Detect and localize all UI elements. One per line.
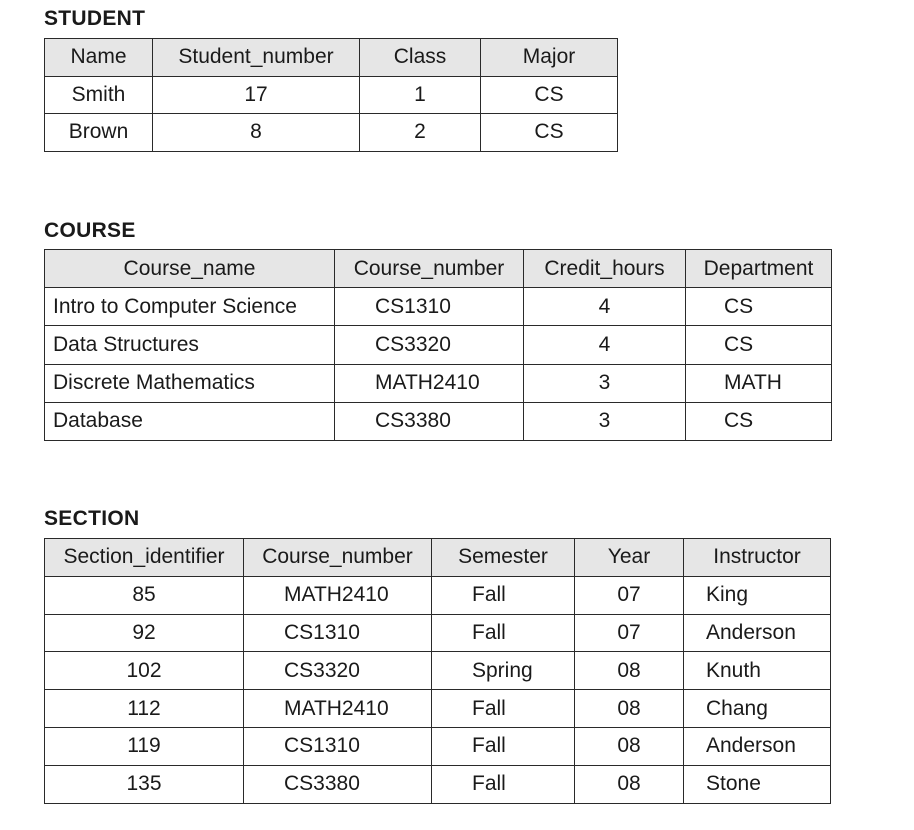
table-cell: 07 bbox=[575, 576, 684, 614]
table-cell: Chang bbox=[684, 690, 831, 728]
table-cell: 8 bbox=[153, 114, 360, 152]
table-cell: 3 bbox=[524, 364, 686, 402]
table-cell: CS bbox=[481, 76, 618, 114]
table-cell: CS bbox=[686, 326, 832, 364]
table-cell: 102 bbox=[45, 652, 244, 690]
table-row bbox=[45, 652, 831, 690]
column-header-year: Year bbox=[575, 539, 684, 577]
table-row bbox=[45, 288, 832, 326]
table-cell: King bbox=[684, 576, 831, 614]
table-cell: 08 bbox=[575, 727, 684, 765]
table-cell: MATH2410 bbox=[244, 576, 432, 614]
table-header-row bbox=[45, 539, 831, 577]
table-cell: MATH2410 bbox=[335, 364, 524, 402]
table-row bbox=[45, 576, 831, 614]
table-cell: 2 bbox=[360, 114, 481, 152]
table-row bbox=[45, 690, 831, 728]
course-table-title: COURSE bbox=[44, 219, 136, 242]
course-table bbox=[44, 249, 832, 441]
table-header-row bbox=[45, 250, 832, 288]
table-cell: 07 bbox=[575, 614, 684, 652]
table-cell: Fall bbox=[432, 614, 575, 652]
column-header-department: Department bbox=[686, 250, 832, 288]
column-header-instructor: Instructor bbox=[684, 539, 831, 577]
table-cell: MATH bbox=[686, 364, 832, 402]
column-header-course-name: Course_name bbox=[45, 250, 335, 288]
table-cell: 92 bbox=[45, 614, 244, 652]
table-row bbox=[45, 114, 618, 152]
table-cell: 4 bbox=[524, 288, 686, 326]
table-cell: 3 bbox=[524, 402, 686, 440]
table-header-row bbox=[45, 39, 618, 77]
table-row bbox=[45, 76, 618, 114]
table-cell: CS3380 bbox=[335, 402, 524, 440]
section-table-title: SECTION bbox=[44, 507, 140, 530]
column-header-name: Name bbox=[45, 39, 153, 77]
table-cell: CS bbox=[686, 288, 832, 326]
student-table-title: STUDENT bbox=[44, 7, 146, 30]
column-header-section-identifier: Section_identifier bbox=[45, 539, 244, 577]
table-cell: Smith bbox=[45, 76, 153, 114]
table-cell: CS1310 bbox=[244, 727, 432, 765]
table-cell: Data Structures bbox=[45, 326, 335, 364]
section-table bbox=[44, 538, 831, 804]
table-cell: 135 bbox=[45, 765, 244, 803]
column-header-major: Major bbox=[481, 39, 618, 77]
table-cell: 08 bbox=[575, 765, 684, 803]
table-cell: Anderson bbox=[684, 614, 831, 652]
column-header-semester: Semester bbox=[432, 539, 575, 577]
table-row bbox=[45, 402, 832, 440]
column-header-course-number: Course_number bbox=[335, 250, 524, 288]
table-cell: Fall bbox=[432, 576, 575, 614]
student-table bbox=[44, 38, 618, 152]
table-cell: Fall bbox=[432, 765, 575, 803]
column-header-credit-hours: Credit_hours bbox=[524, 250, 686, 288]
table-cell: CS3320 bbox=[335, 326, 524, 364]
table-cell: CS bbox=[686, 402, 832, 440]
table-row bbox=[45, 614, 831, 652]
table-cell: CS1310 bbox=[335, 288, 524, 326]
column-header-course-number: Course_number bbox=[244, 539, 432, 577]
table-cell: 08 bbox=[575, 652, 684, 690]
table-cell: Anderson bbox=[684, 727, 831, 765]
table-row bbox=[45, 727, 831, 765]
table-cell: Brown bbox=[45, 114, 153, 152]
table-cell: Stone bbox=[684, 765, 831, 803]
column-header-student-number: Student_number bbox=[153, 39, 360, 77]
table-cell: CS1310 bbox=[244, 614, 432, 652]
table-cell: 17 bbox=[153, 76, 360, 114]
column-header-class: Class bbox=[360, 39, 481, 77]
table-cell: 08 bbox=[575, 690, 684, 728]
table-cell: 119 bbox=[45, 727, 244, 765]
table-row bbox=[45, 364, 832, 402]
table-cell: Fall bbox=[432, 727, 575, 765]
table-cell: 1 bbox=[360, 76, 481, 114]
table-cell: Intro to Computer Science bbox=[45, 288, 335, 326]
table-cell: CS3380 bbox=[244, 765, 432, 803]
table-cell: CS bbox=[481, 114, 618, 152]
table-cell: 4 bbox=[524, 326, 686, 364]
table-cell: Spring bbox=[432, 652, 575, 690]
table-cell: 112 bbox=[45, 690, 244, 728]
table-row bbox=[45, 765, 831, 803]
table-row bbox=[45, 326, 832, 364]
table-cell: MATH2410 bbox=[244, 690, 432, 728]
table-cell: Database bbox=[45, 402, 335, 440]
table-cell: CS3320 bbox=[244, 652, 432, 690]
table-cell: Discrete Mathematics bbox=[45, 364, 335, 402]
table-cell: 85 bbox=[45, 576, 244, 614]
table-cell: Knuth bbox=[684, 652, 831, 690]
table-cell: Fall bbox=[432, 690, 575, 728]
